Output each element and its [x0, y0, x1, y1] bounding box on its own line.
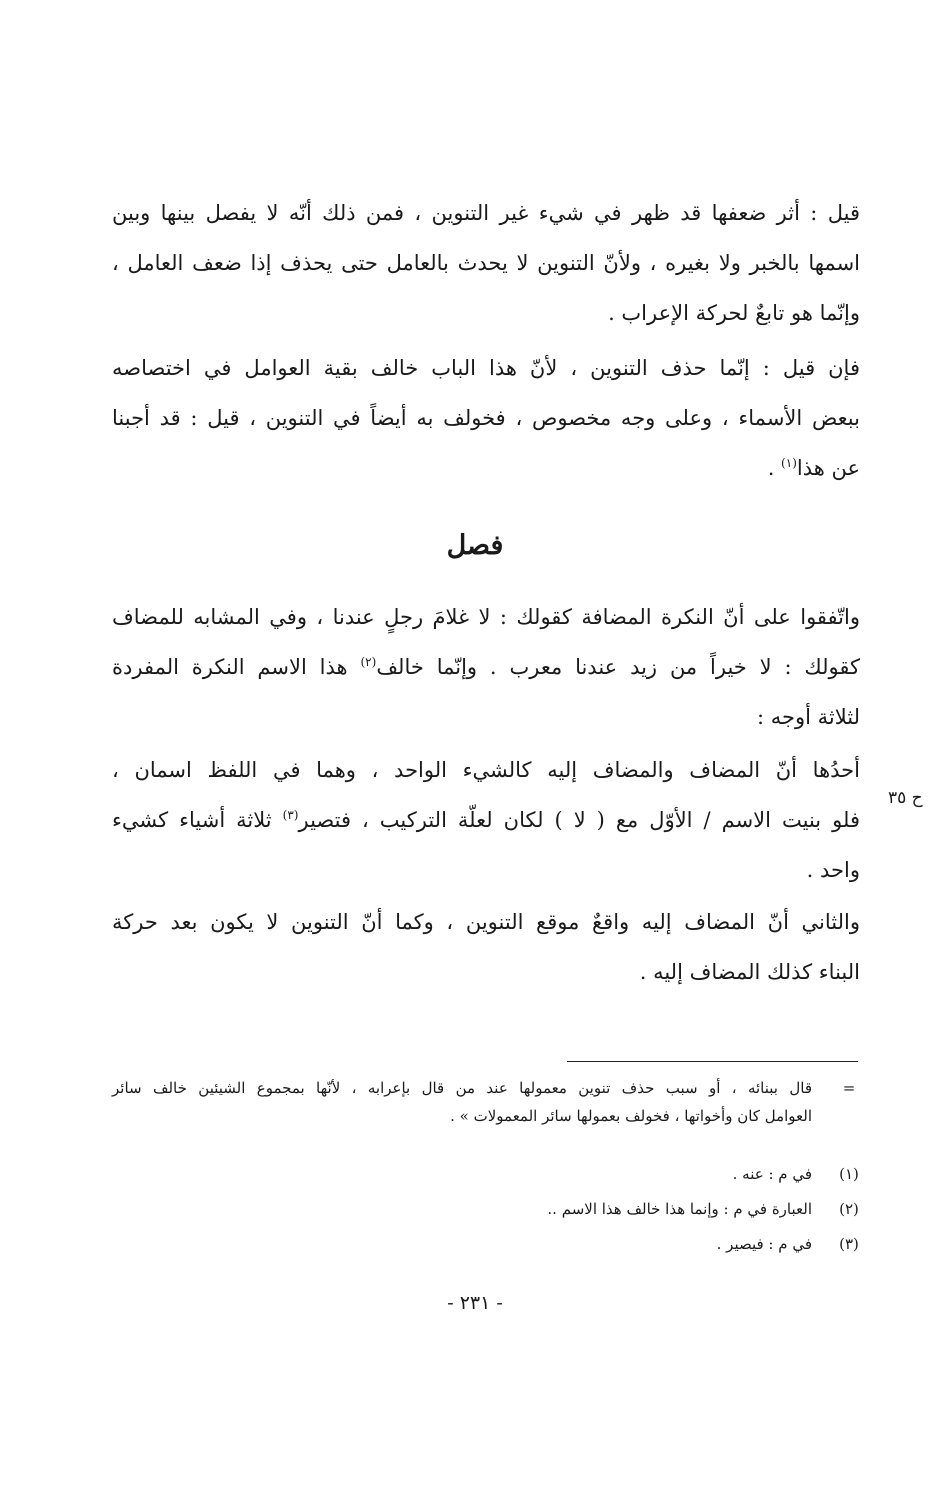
- text-run: .: [767, 456, 782, 480]
- footnote-text: في م : فيصير .: [716, 1235, 812, 1253]
- footnote-2: [112, 1195, 862, 1223]
- text-line: والثاني أنّ المضاف إليه واقعٌ موقع التنوين ، وكما أنّ التنوين لا يكون بعد حركة: [112, 910, 860, 934]
- text-line: [112, 443, 860, 493]
- footnote-line: قال ببنائه ، أو سبب حذف تنوين معمولها عند من قال بإعرابه ، لأنّها بمجموع الشيئين خالف سائر: [112, 1079, 812, 1097]
- text-line: [112, 642, 860, 692]
- footnote-number: (٢): [839, 1200, 859, 1218]
- footnote-continuation: [112, 1074, 862, 1130]
- text-line: لثلاثة أوجه :: [756, 705, 860, 729]
- text-line: واحد .: [806, 858, 860, 882]
- footnote-ref: (١): [781, 456, 797, 470]
- text-line: [112, 795, 860, 845]
- footnote-ref: (٢): [360, 655, 377, 669]
- footnote-3: [112, 1230, 862, 1258]
- text-run: عن هذا: [796, 456, 860, 480]
- text-line: البناء كذلك المضاف إليه .: [639, 960, 860, 984]
- text-run: فلو بنيت الاسم / الأوّل مع ( لا ) لكان لعلّة التركيب ، فتصير: [298, 808, 860, 832]
- section-paragraph-3: [112, 897, 860, 997]
- paragraph-2: [112, 343, 860, 493]
- text-run: ثلاثة أشياء كشيء: [112, 808, 283, 832]
- text-line: وإنّما هو تابعٌ لحركة الإعراب .: [608, 301, 860, 325]
- text-line: اسمها بالخبر ولا بغيره ، ولأنّ التنوين لا يحدث بالعامل حتى يحذف إذا ضعف العامل ،: [112, 251, 860, 275]
- section-heading: فصل: [446, 530, 504, 561]
- text-run: كقولك : لا خيراً من زيد عندنا معرب . وإنّما خالف: [376, 655, 860, 679]
- margin-reference: ح ٣٥: [888, 788, 923, 808]
- paragraph-1: [112, 188, 860, 338]
- footnote-text: العبارة في م : وإنما هذا خالف هذا الاسم ..: [547, 1200, 812, 1218]
- footnote-number: (٣): [839, 1235, 859, 1253]
- footnote-number: (١): [839, 1165, 859, 1183]
- footnote-ref: (٣): [282, 808, 299, 822]
- page-number: - ٢٣١ -: [447, 1292, 503, 1314]
- section-paragraph-2: [112, 745, 860, 895]
- footnote-1: [112, 1160, 862, 1188]
- footnote-text: في م : عنه .: [732, 1165, 812, 1183]
- section-paragraph-1: [112, 592, 860, 742]
- continuation-mark: =: [842, 1079, 856, 1097]
- text-line: قيل : أثر ضعفها قد ظهر في شيء غير التنوين ، فمن ذلك أنّه لا يفصل بينها وبين: [112, 201, 860, 225]
- continuation-text: [112, 1074, 812, 1130]
- text-line: ببعض الأسماء ، وعلى وجه مخصوص ، فخولف به أيضاً في التنوين ، قيل : قد أجبنا: [112, 406, 860, 430]
- text-line: فإن قيل : إنّما حذف التنوين ، لأنّ هذا الباب خالف بقية العوامل في اختصاصه: [112, 356, 860, 380]
- footnote-divider: [567, 1061, 858, 1062]
- text-run: هذا الاسم النكرة المفردة: [112, 655, 361, 679]
- text-line: أحدُها أنّ المضاف والمضاف إليه كالشيء الواحد ، وهما في اللفظ اسمان ،: [112, 758, 860, 782]
- text-line: واتّفقوا على أنّ النكرة المضافة كقولك : لا غلامَ رجلٍ عندنا ، وفي المشابه للمضاف: [112, 605, 860, 629]
- footnote-line: العوامل كان وأخواتها ، فخولف بعمولها سائر المعمولات » .: [450, 1107, 812, 1125]
